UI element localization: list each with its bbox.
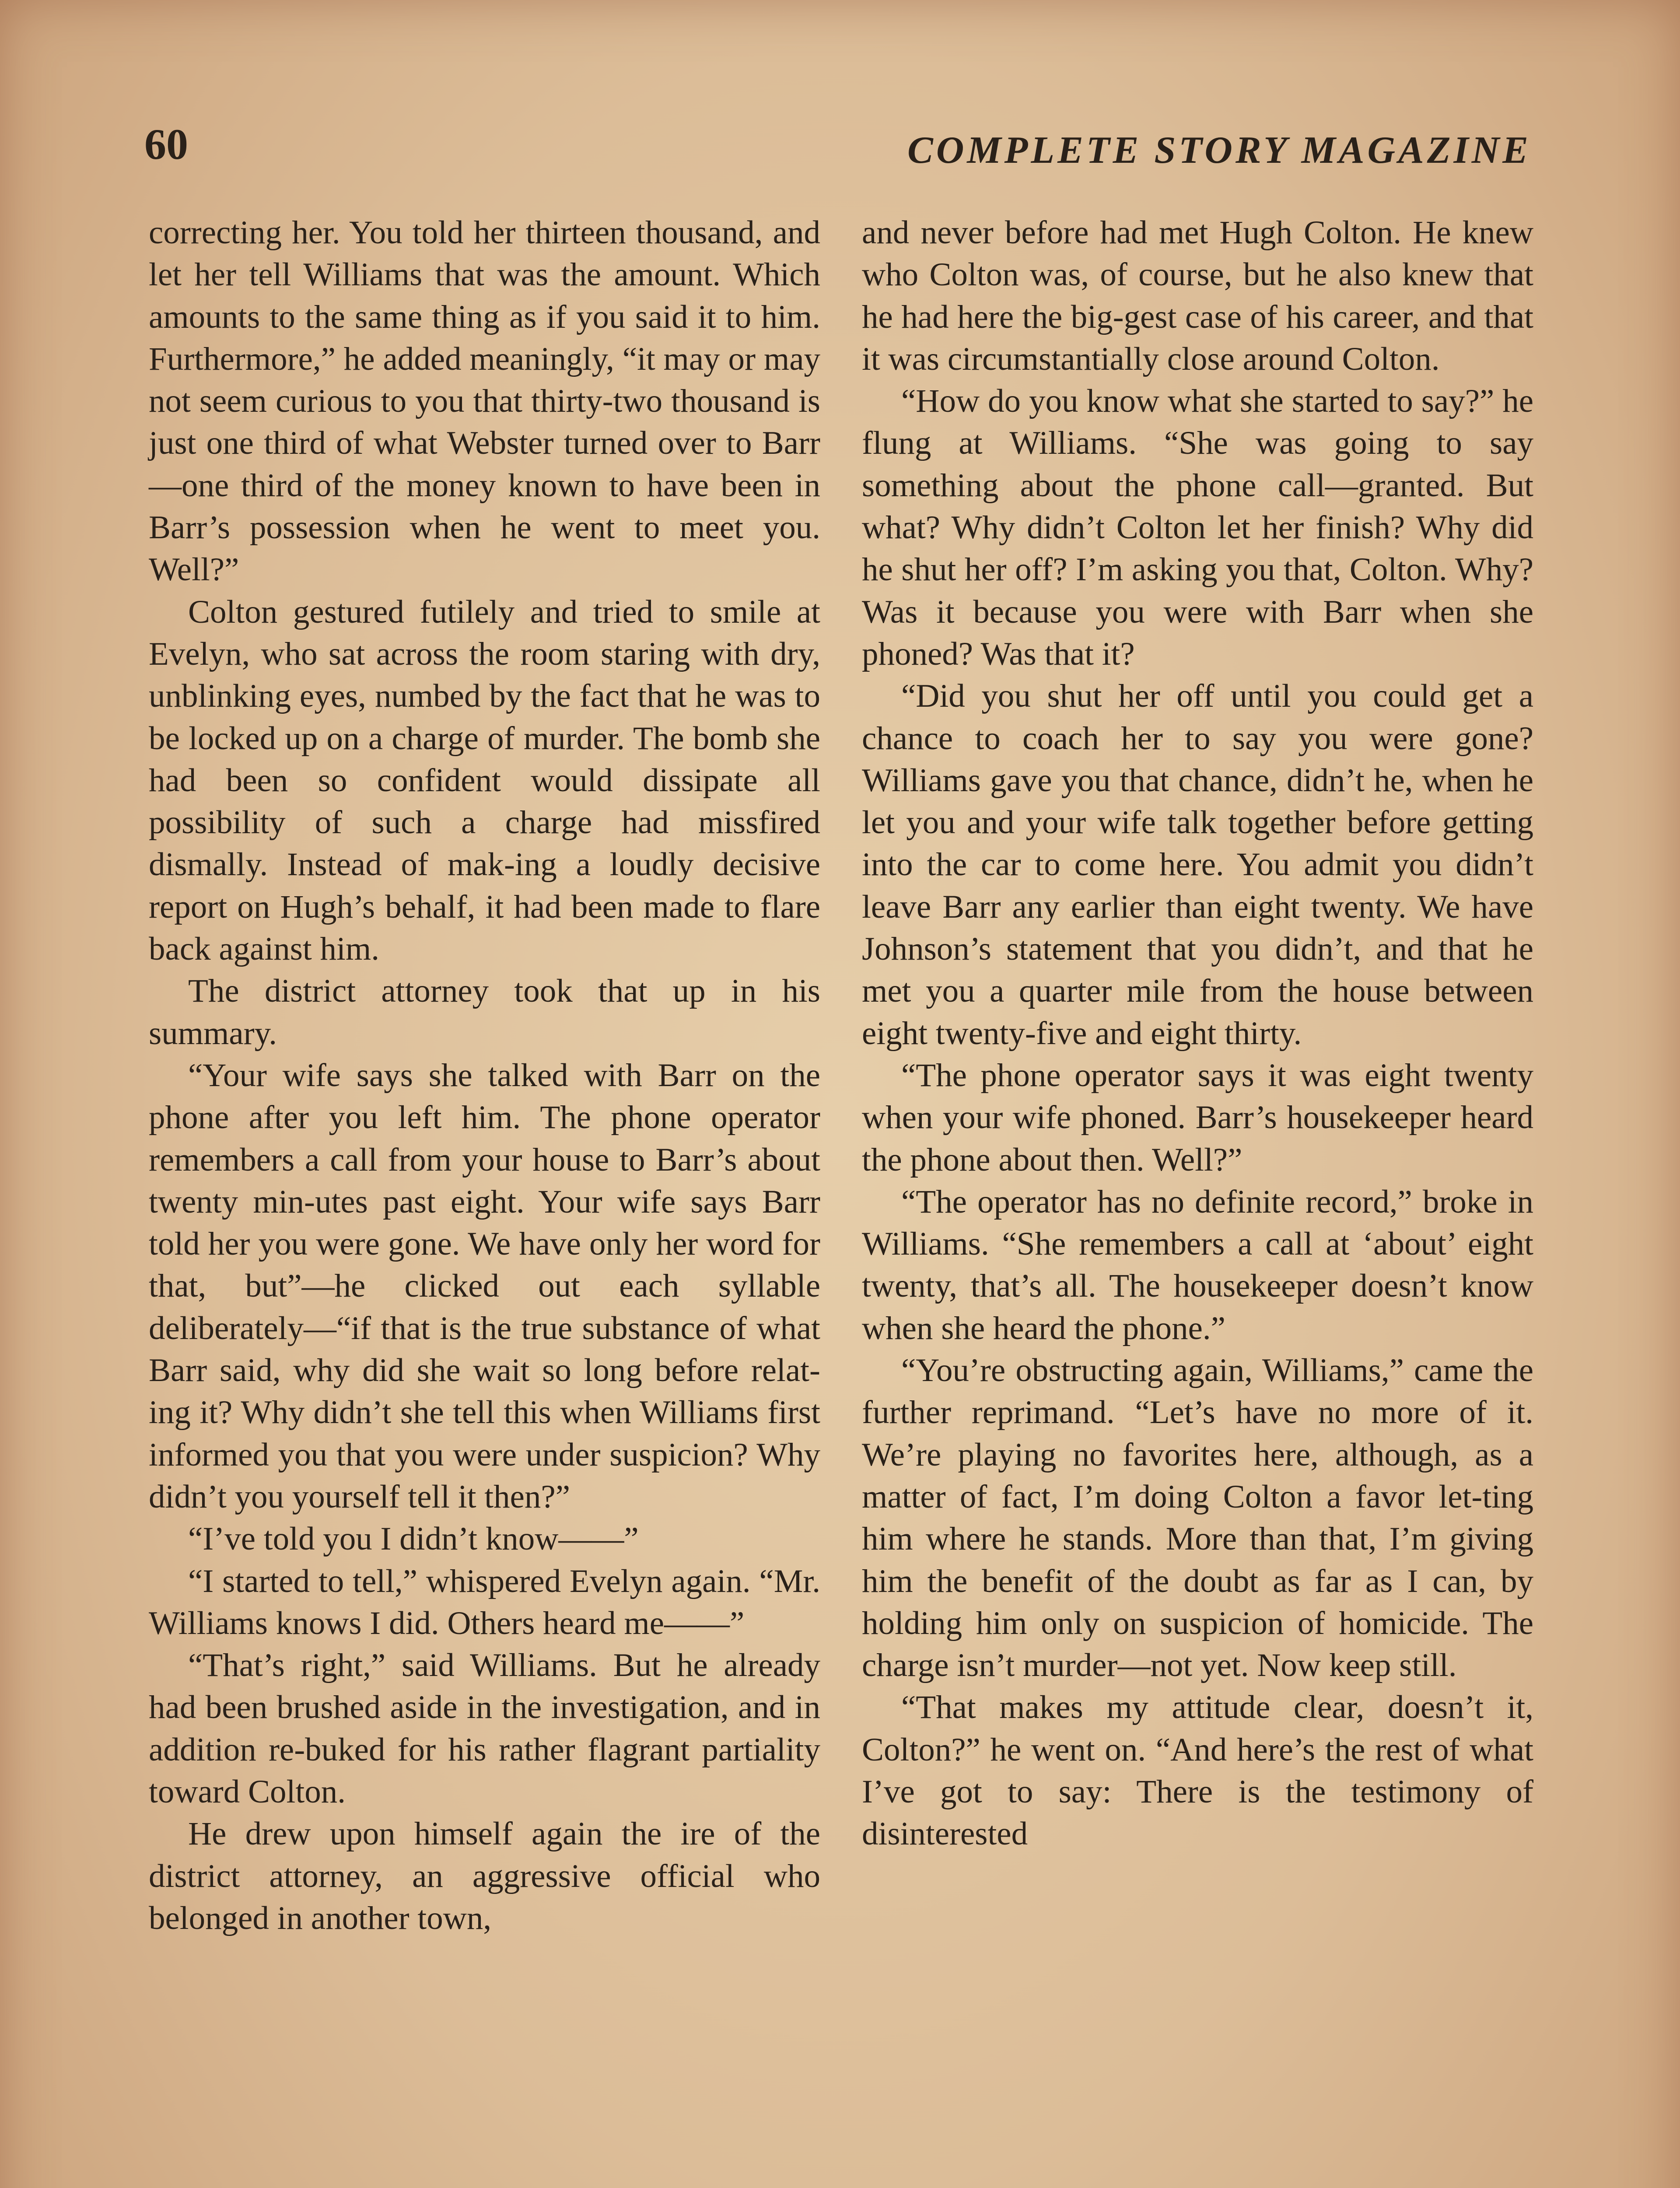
paragraph: “I’ve told you I didn’t know——” — [188, 1521, 639, 1557]
paragraph: and never before had met Hugh Colton. He knew who Colton was, of course, but he also knew that he had here the big-gest case of his career, and that it was circumstantially close around Colton. — [862, 214, 1533, 377]
page-number: 60 — [144, 120, 188, 168]
paragraph: “How do you know what she started to say?” he flung at Williams. “She was going to say something about the phone call—granted. But what? Why didn’t Colton let her finish? Why did he shut her off? I’m asking you that, Colton. Why? Was it because you were with Barr when she phoned? Was that it? — [862, 383, 1533, 672]
running-head: COMPLETE STORY MAGAZINE — [907, 129, 1531, 172]
paragraph: The district attorney took that up in his summary. — [149, 973, 820, 1052]
paragraph: correcting her. You told her thirteen thousand, and let her tell Williams that was the amount. Which amounts to the same thing as if you said it to him. Furthermore,” he added meaningly, “it may or may not seem curious to you that thirty-two thousand is just one third of what Webster turned over to Barr—one third of the money known to have been in Barr’s possession when he went to meet you. Well?” — [149, 214, 820, 588]
paragraph: He drew upon himself again the ire of the district attorney, an aggressive official who belonged in another town, — [149, 1816, 820, 1936]
paragraph: “Your wife says she talked with Barr on the phone after you left him. The phone operator remembers a call from your house to Barr’s about twenty min-utes past eight. Your wife says Barr told her you were gone. We have only her word for that, but”—he clicked out each syllable deliberately—“if that is the true substance of what Barr said, why did she wait so long before relat-ing it? Why didn’t she tell this when Williams first informed you that you were under suspicion? Why didn’t you yourself tell it then?” — [149, 1057, 820, 1515]
paragraph: “Did you shut her off until you could get a chance to coach her to say you were gone? Williams gave you that chance, didn’t he, when he let you and your wife talk together before getting into the car to come here. You admit you didn’t leave Barr any earlier than eight twenty. We have Johnson’s statement that you didn’t, and that he met you a quarter mile from the house between eight twenty-five and eight thirty. — [862, 678, 1533, 1052]
paragraph: “The operator has no definite record,” broke in Williams. “She remembers a call at ‘about’ eight twenty, that’s all. The housekeeper doesn’t know when she heard the phone.” — [862, 1183, 1533, 1346]
paragraph: “I started to tell,” whispered Evelyn again. “Mr. Williams knows I did. Others heard me——” — [149, 1563, 820, 1641]
left-column — [149, 212, 820, 1939]
paragraph: Colton gestured futilely and tried to smile at Evelyn, who sat across the room staring with dry, unblinking eyes, numbed by the fact that he was to be locked up on a charge of murder. The bomb she had been so confident would dissipate all possibility of such a charge had missfired dismally. Instead of mak-ing a loudly decisive report on Hugh’s behalf, it had been made to flare back against him. — [149, 593, 820, 968]
paragraph: “The phone operator says it was eight twenty when your wife phoned. Barr’s housekeeper heard the phone about then. Well?” — [862, 1057, 1533, 1178]
right-column — [862, 212, 1533, 1855]
paragraph: “That makes my attitude clear, doesn’t it, Colton?” he went on. “And here’s the rest of what I’ve got to say: There is the testimony of disinterested — [862, 1689, 1533, 1852]
paragraph: “That’s right,” said Williams. But he already had been brushed aside in the investigation, and in addition re-buked for his rather flagrant partiality toward Colton. — [149, 1647, 820, 1810]
paragraph: “You’re obstructing again, Williams,” came the further reprimand. “Let’s have no more of it. We’re playing no favorites here, although, as a matter of fact, I’m doing Colton a favor let-ting him where he stands. More than that, I’m giving him the benefit of the doubt as far as I can, by holding him only on suspicion of homicide. The charge isn’t murder—not yet. Now keep still. — [862, 1352, 1533, 1684]
